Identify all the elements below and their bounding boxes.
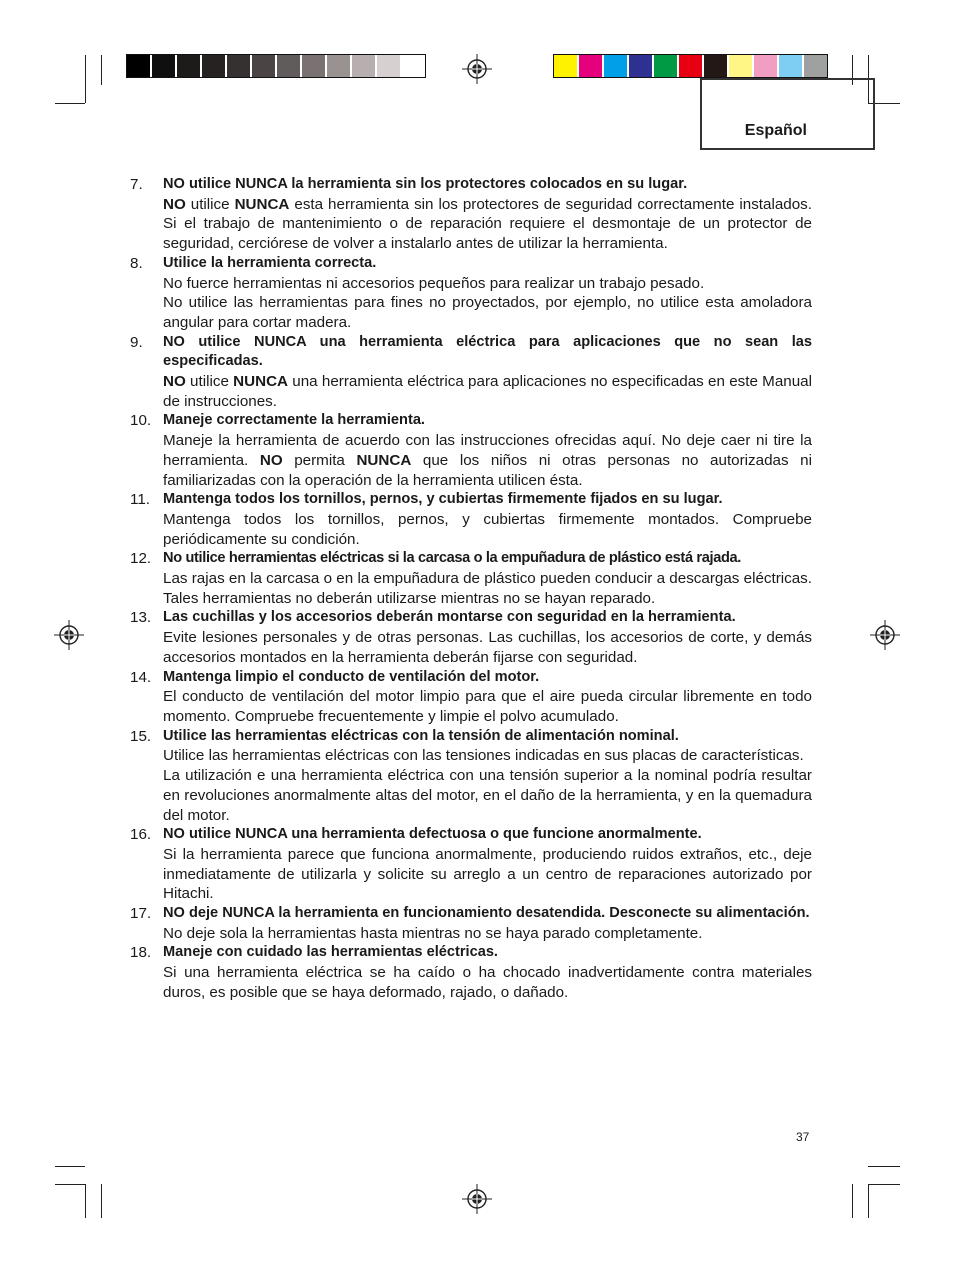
item-text: Evite lesiones personales y de otras personas. Las cuchillas, los accesorios de corte, y demás accesorios montados en la herramienta deberán fijarse con seguridad. (163, 629, 812, 666)
registration-mark-icon (870, 620, 900, 650)
color-swatch (252, 55, 277, 77)
process-color-bar (553, 54, 828, 78)
page-number: 37 (796, 1130, 810, 1144)
list-item (130, 727, 812, 826)
color-swatch (654, 55, 679, 77)
color-swatch (327, 55, 352, 77)
list-item (130, 254, 812, 333)
item-title: Mantenga limpio el conducto de ventilación del motor. (163, 668, 540, 685)
color-swatch (202, 55, 227, 77)
item-title: Mantenga todos los tornillos, pernos, y cubiertas firmemente fijados en su lugar. (163, 491, 723, 508)
color-swatch (754, 55, 779, 77)
item-number: 13. (130, 609, 152, 627)
item-number: 7. (130, 176, 143, 193)
list-item (130, 943, 812, 1002)
color-swatch (277, 55, 302, 77)
item-text: La utilización e una herramienta eléctrica con una tensión superior a la nominal podría resultar en revoluciones anormalmente altas del motor, en el daño de la herramienta, y en la quemadura del motor. (163, 767, 812, 824)
color-swatch (152, 55, 177, 77)
crop-mark (101, 55, 102, 85)
item-text: El conducto de ventilación del motor limpio para que el aire pueda circular libremente en todo momento. Compruebe frecuentemente y limpie el polvo acumulado. (163, 688, 812, 725)
crop-mark (868, 1166, 900, 1167)
color-swatch (127, 55, 152, 77)
color-swatch (729, 55, 754, 77)
registration-mark-icon (462, 1184, 492, 1214)
color-swatch (177, 55, 202, 77)
item-text: Utilice las herramientas eléctricas con las tensiones indicadas en sus placas de características. (163, 747, 804, 765)
language-label: Español (744, 122, 807, 139)
list-item (130, 549, 812, 608)
item-title: NO utilice NUNCA una herramienta defectuosa o que funcione anormalmente. (163, 826, 702, 843)
item-number: 10. (130, 412, 152, 430)
item-title: NO utilice NUNCA la herramienta sin los protectores colocados en su lugar. (163, 176, 688, 192)
item-number: 9. (130, 333, 143, 351)
item-number: 12. (130, 550, 152, 568)
item-number: 16. (130, 826, 152, 844)
item-title: Las cuchillas y los accesorios deberán montarse con seguridad en la herramienta. (163, 609, 736, 626)
crop-mark (55, 1166, 85, 1167)
registration-mark-icon (54, 620, 84, 650)
color-swatch (402, 55, 425, 77)
item-title: NO deje NUNCA la herramienta en funcionamiento desatendida. Desconecte su alimentación. (163, 905, 810, 922)
item-number: 14. (130, 668, 152, 686)
list-item (130, 175, 812, 254)
crop-mark (55, 1184, 85, 1185)
item-text: Mantenga todos los tornillos, pernos, y cubiertas firmemente montados. Compruebe periódicamente su condición. (163, 510, 812, 548)
crop-mark (85, 55, 86, 103)
item-text: No deje sola la herramientas hasta mientras no se haya parado completamente. (163, 924, 703, 942)
color-swatch (679, 55, 704, 77)
language-tab (700, 78, 875, 150)
item-text: Maneje la herramienta de acuerdo con las instrucciones ofrecidas aquí. No deje caer ni tire la herramienta. NO permita NUNCA que los niños ni otras personas no autorizadas ni familiarizadas con la operación de la herramienta utilicen ésta. (163, 432, 812, 489)
crop-mark (868, 1184, 869, 1218)
item-title: Utilice las herramientas eléctricas con la tensión de alimentación nominal. (163, 727, 679, 744)
item-number: 18. (130, 944, 152, 962)
color-swatch (579, 55, 604, 77)
crop-mark (852, 1184, 853, 1218)
item-number: 11. (130, 491, 150, 509)
item-title: NO utilice NUNCA una herramienta eléctrica para aplicaciones que no sean las especificadas. (163, 333, 812, 370)
registration-mark-icon (462, 54, 492, 84)
color-swatch (604, 55, 629, 77)
color-swatch (227, 55, 252, 77)
color-swatch (302, 55, 327, 77)
color-swatch (352, 55, 377, 77)
color-swatch (804, 55, 827, 77)
item-title: Maneje correctamente la herramienta. (163, 412, 425, 429)
list-item (130, 333, 812, 412)
color-swatch (554, 55, 579, 77)
item-text: Las rajas en la carcasa o en la empuñadura de plástico pueden conducir a descargas eléctricas. Tales herramientas no deberán utilizarse mientras no se hayan reparado. (163, 570, 812, 607)
item-text: No fuerce herramientas ni accesorios pequeños para realizar un trabajo pesado. (163, 274, 705, 292)
item-text: Si la herramienta parece que funciona anormalmente, produciendo ruidos extraños, etc., deje inmediatamente de utilizarla y solicite su arreglo a un centro de reparaciones autorizado por Hitachi. (163, 845, 812, 903)
crop-mark (85, 1184, 86, 1218)
item-title: Utilice la herramienta correcta. (163, 254, 377, 271)
item-number: 8. (130, 254, 143, 272)
color-swatch (629, 55, 654, 77)
crop-mark (55, 103, 85, 104)
list-item (130, 608, 812, 667)
item-number: 15. (130, 727, 152, 745)
list-item (130, 825, 812, 904)
color-swatch (377, 55, 402, 77)
grayscale-color-bar (126, 54, 426, 78)
color-swatch (704, 55, 729, 77)
item-text: NO utilice NUNCA una herramienta eléctrica para aplicaciones no especificadas en este Manual de instrucciones. (163, 373, 812, 410)
safety-instructions-list (130, 175, 812, 1003)
crop-mark (101, 1184, 102, 1218)
item-title: Maneje con cuidado las herramientas eléctricas. (163, 944, 498, 961)
color-swatch (779, 55, 804, 77)
list-item (130, 904, 812, 943)
list-item (130, 490, 812, 549)
list-item (130, 668, 812, 727)
item-text: No utilice las herramientas para fines no proyectados, por ejemplo, no utilice esta amoladora angular para cortar madera. (163, 294, 812, 331)
item-text: NO utilice NUNCA esta herramienta sin los protectores de seguridad correctamente instalados. Si el trabajo de mantenimiento o de reparación requiere el desmontaje de un protector de seguridad, cerciórese de volver a instalarlo antes de utilizar la herramienta. (163, 195, 812, 253)
item-number: 17. (130, 905, 152, 923)
item-title: No utilice herramientas eléctricas si la carcasa o la empuñadura de plástico está rajada. (163, 550, 742, 567)
list-item (130, 411, 812, 490)
crop-mark (868, 1184, 900, 1185)
item-text: Si una herramienta eléctrica se ha caído o ha chocado inadvertidamente contra materiales duros, es posible que se haya deformado, rajado, o dañado. (163, 964, 812, 1001)
